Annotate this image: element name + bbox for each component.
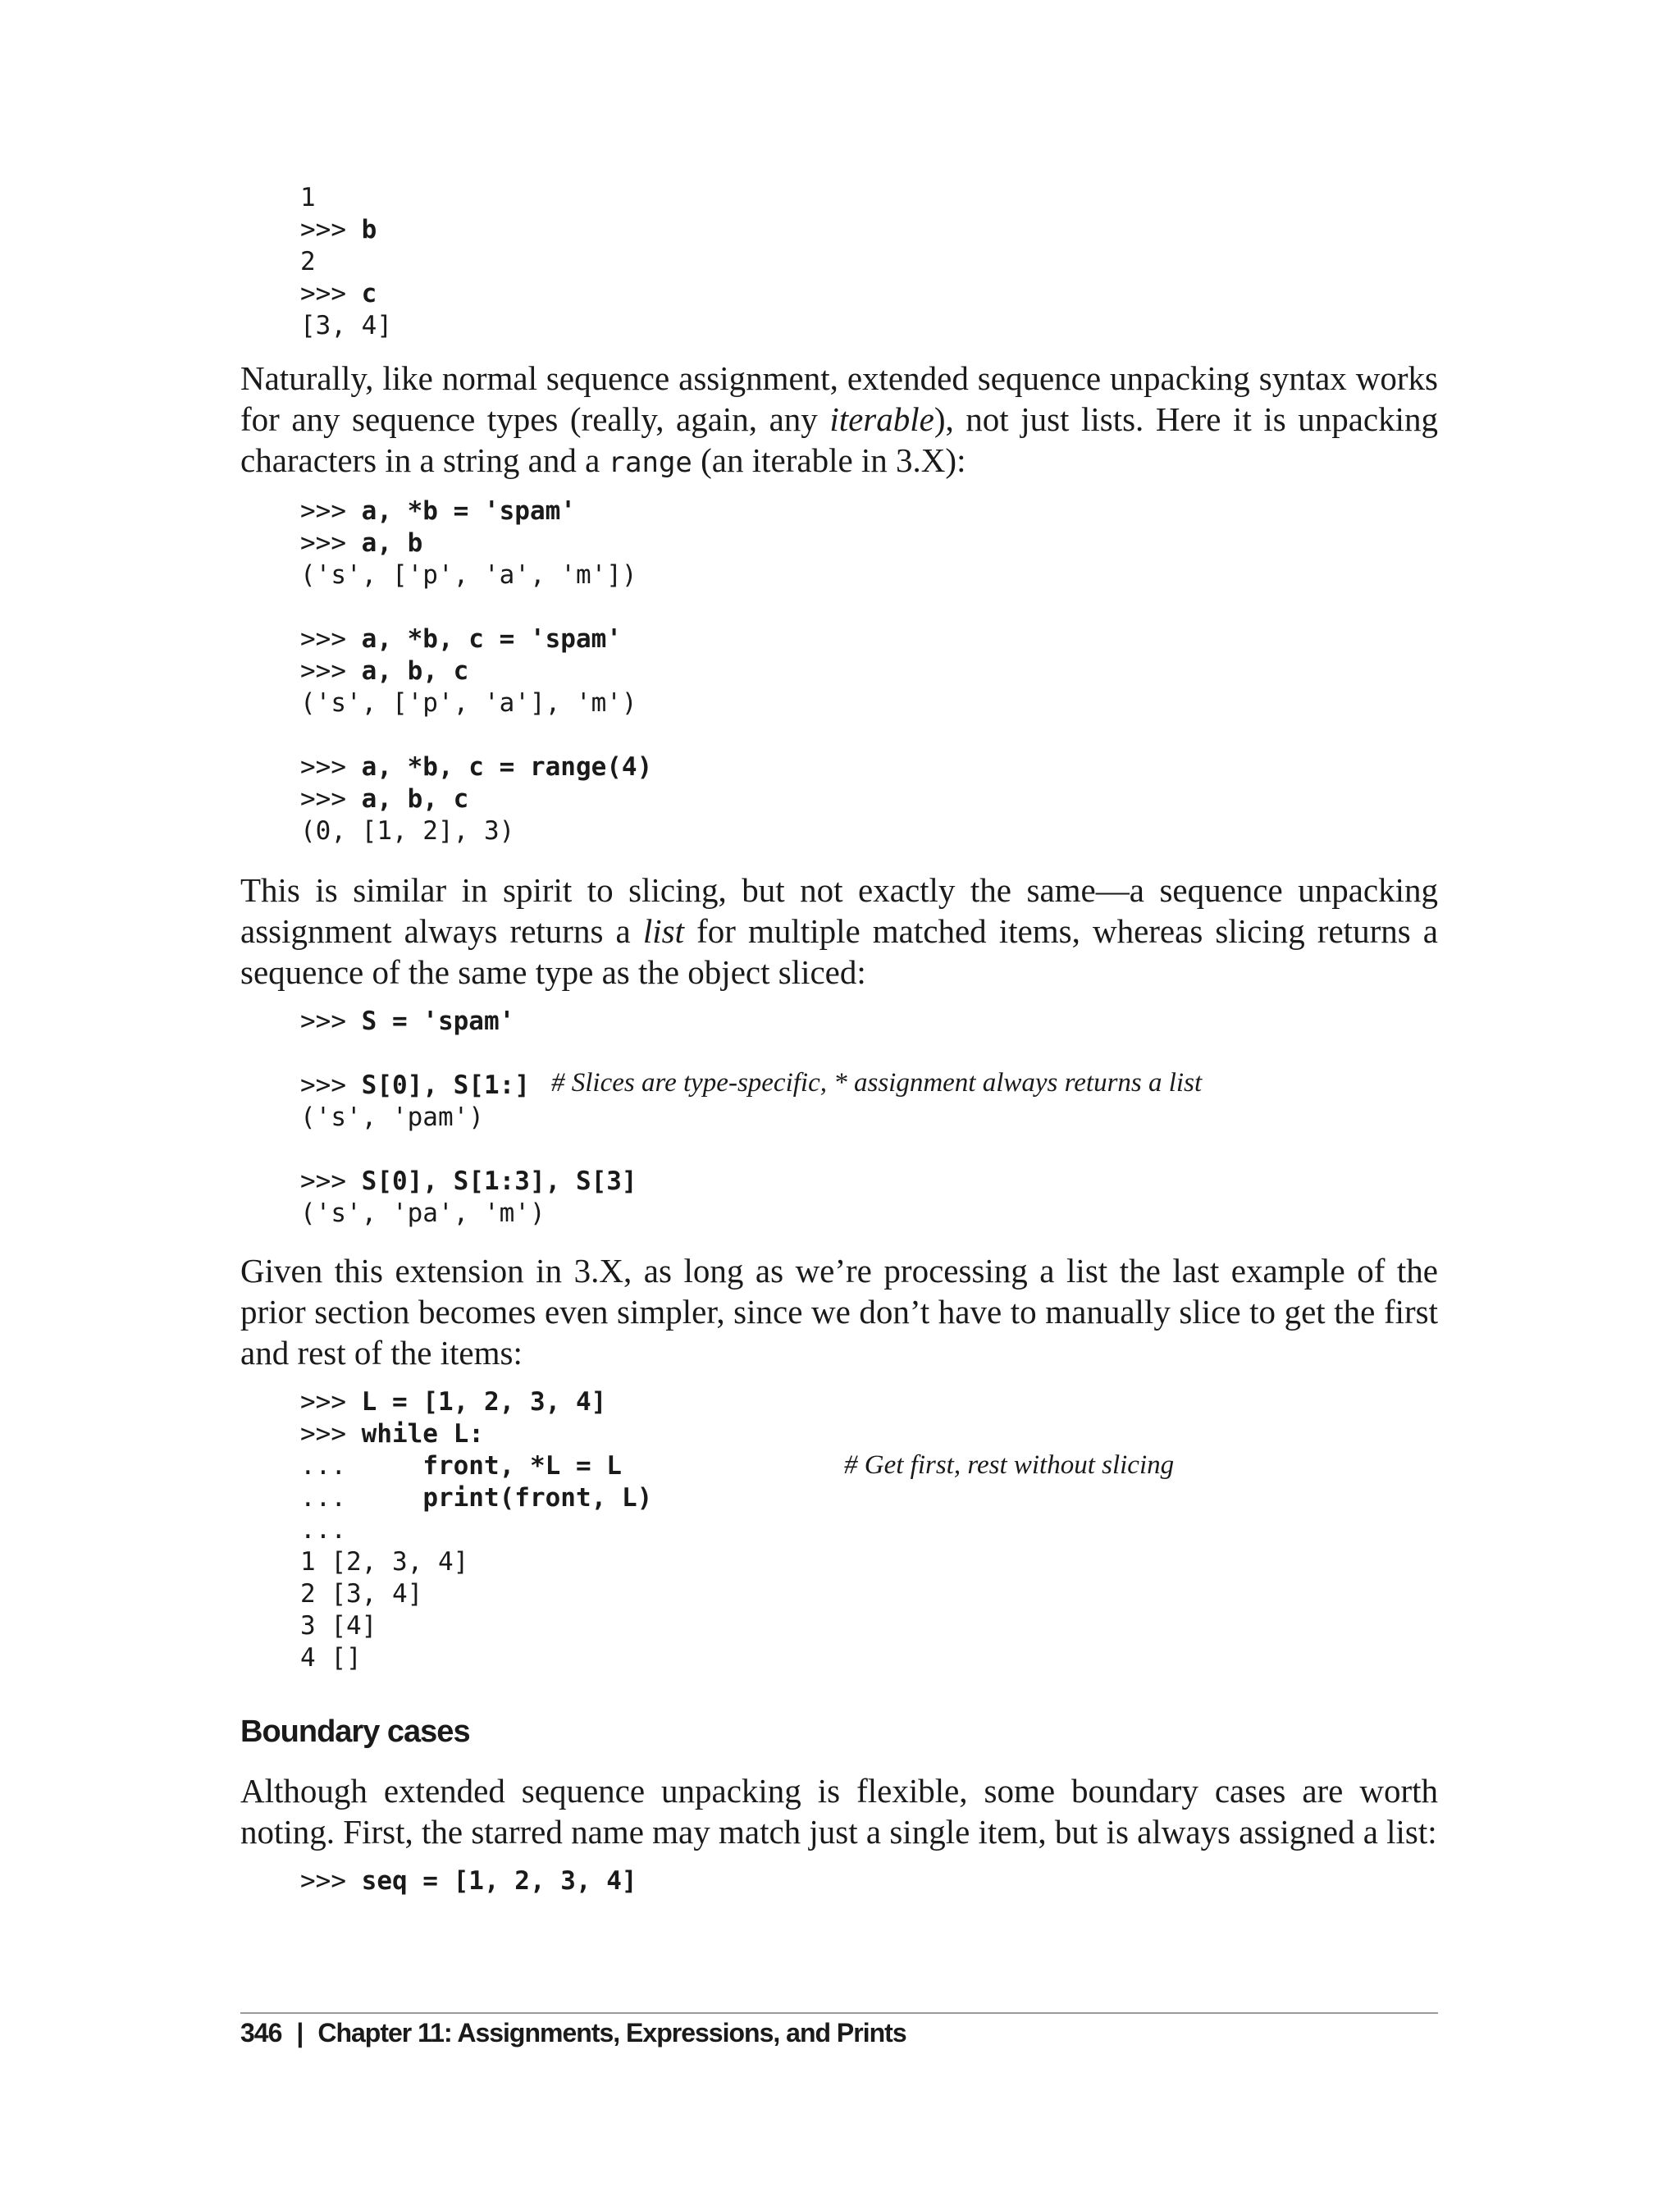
code-comment: # Get first, rest without slicing — [844, 1450, 1175, 1480]
code-output: ('s', ['p', 'a', 'm']) — [300, 560, 637, 590]
paragraph-2: This is similar in spirit to slicing, but not exactly the same—a sequence unpacking assignment always returns a list for multiple matched items, whereas slicing returns a sequence of the same type as the object sliced: — [240, 871, 1438, 991]
paragraph-3: Given this extension in 3.X, as long as we’re processing a list the last example of the prior section becomes even simpler, since we don’t have to manually slice to get the first and rest of the items: — [240, 1252, 1438, 1372]
code-block-2 — [300, 495, 652, 847]
page-footer — [240, 2018, 906, 2048]
code-line: >>> c — [300, 279, 377, 308]
code-line: >>> S[0], S[1:] — [300, 1071, 530, 1100]
code-output: ... — [300, 1515, 346, 1545]
code-output: 3 [4] — [300, 1611, 377, 1641]
code-line: >>> a, *b, c = 'spam' — [300, 624, 622, 654]
code-line: >>> a, b, c — [300, 656, 469, 686]
code-block-3 — [300, 1006, 637, 1230]
section-heading: Boundary cases — [240, 1714, 470, 1749]
code-output: ('s', 'pa', 'm') — [300, 1198, 546, 1228]
code-block-4 — [300, 1386, 652, 1674]
code-output: 2 [3, 4] — [300, 1579, 423, 1609]
code-output: ('s', ['p', 'a'], 'm') — [300, 688, 637, 718]
code-line: >>> b — [300, 215, 377, 244]
chapter-title: Chapter 11: Assignments, Expressions, and Prints — [317, 2018, 906, 2048]
code-line: >>> while L: — [300, 1419, 484, 1449]
code-comment: # Slices are type-specific, * assignment always returns a list — [551, 1068, 1203, 1098]
page-number: 346 — [240, 2018, 282, 2048]
paragraph-1: Naturally, like normal sequence assignment, extended sequence unpacking syntax works for any sequence types (really, again, any iterable), not just lists. Here it is unpacking characters in a string and a range (an iterable in 3.X): — [240, 359, 1438, 479]
code-output: 1 [2, 3, 4] — [300, 1547, 469, 1577]
code-output: ('s', 'pam') — [300, 1102, 484, 1132]
code-output: [3, 4] — [300, 311, 392, 340]
code-line: >>> S = 'spam' — [300, 1007, 515, 1036]
code-output: (0, [1, 2], 3) — [300, 816, 515, 846]
code-line: ... front, *L = L — [300, 1451, 622, 1481]
code-line: >>> L = [1, 2, 3, 4] — [300, 1387, 607, 1417]
code-line: >>> a, *b, c = range(4) — [300, 752, 653, 782]
code-line: >>> seq = [1, 2, 3, 4] — [300, 1866, 637, 1896]
code-block-1 — [300, 182, 392, 342]
code-line: ... print(front, L) — [300, 1483, 653, 1513]
code-line: >>> a, b — [300, 528, 423, 558]
code-block-5 — [300, 1865, 637, 1897]
footer-separator: | — [296, 2018, 304, 2048]
paragraph-4: Although extended sequence unpacking is flexible, some boundary cases are worth noting. First, the starred name may match just a single item, but is always assigned a list: — [240, 1772, 1438, 1851]
code-output: 4 [] — [300, 1643, 362, 1673]
code-output: 2 — [300, 247, 316, 276]
code-line: >>> S[0], S[1:3], S[3] — [300, 1166, 637, 1196]
code-output: 1 — [300, 183, 316, 212]
code-line: >>> a, *b = 'spam' — [300, 496, 576, 526]
code-line: >>> a, b, c — [300, 784, 469, 814]
footer-rule — [240, 2012, 1438, 2014]
